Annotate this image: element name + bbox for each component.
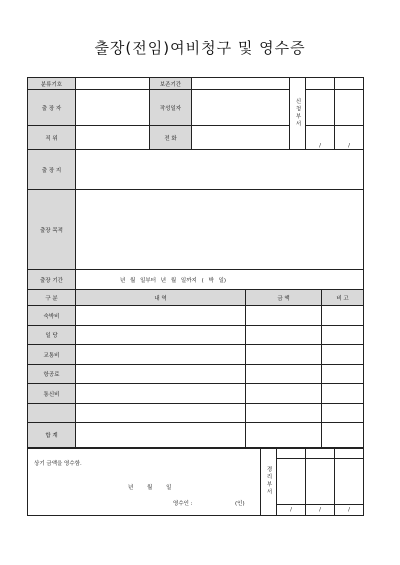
total-note[interactable] [322, 423, 364, 448]
total-label: 합 계 [28, 423, 76, 448]
col-category: 구 분 [28, 290, 76, 306]
date-slash: / [348, 143, 350, 149]
date-slash: / [319, 143, 321, 149]
trip-table [27, 149, 364, 290]
dept-label: 신청부서 [294, 97, 301, 128]
phone-field[interactable] [192, 126, 290, 150]
doc-class-label: 분류기호 [28, 78, 76, 90]
approval-date-a[interactable] [277, 504, 306, 515]
dept-sign-b[interactable] [335, 90, 364, 126]
detail-cell[interactable] [76, 345, 246, 365]
position-field[interactable] [76, 126, 150, 150]
date-slash: / [348, 506, 350, 513]
date-slash: / [290, 506, 292, 513]
detail-cell[interactable] [76, 325, 246, 345]
dept-head-b [335, 78, 364, 90]
destination-label: 출 장 지 [28, 150, 76, 190]
position-label: 직 위 [28, 126, 76, 150]
approval-head-a [277, 448, 306, 458]
detail-cell[interactable] [76, 364, 246, 384]
row-label: 교통비 [28, 345, 76, 365]
dept-head-a [306, 78, 335, 90]
approval-dept-label: 경리부서 [265, 465, 272, 496]
purpose-field[interactable] [76, 190, 364, 270]
receipt-date[interactable]: 년 월 일 [128, 484, 172, 491]
amount-cell[interactable] [246, 364, 322, 384]
requester-label: 출 장 자 [28, 90, 76, 126]
dept-sign-a[interactable] [306, 90, 335, 126]
note-cell[interactable] [322, 325, 364, 345]
phone-label: 전 화 [150, 126, 192, 150]
receipt-table [27, 448, 364, 516]
date-field[interactable] [192, 90, 290, 126]
expense-table [27, 289, 364, 448]
form-title: 출장(전임)여비청구 및 영수증 [94, 39, 306, 57]
destination-field[interactable] [76, 150, 364, 190]
seal-label: (인) [235, 500, 245, 507]
row-label: 숙박비 [28, 306, 76, 326]
amount-cell[interactable] [246, 306, 322, 326]
note-cell[interactable] [322, 306, 364, 326]
detail-cell[interactable] [76, 403, 246, 423]
row-label [28, 403, 76, 423]
dept-label-cell [290, 78, 306, 150]
period-field[interactable]: 년 월 일부터 년 월 일까지 ( 박 일) [76, 270, 364, 290]
dept-date-a[interactable] [306, 126, 335, 150]
note-cell[interactable] [322, 384, 364, 404]
approval-date-b[interactable] [306, 504, 335, 515]
purpose-label: 출장 목적 [28, 190, 76, 270]
period-label: 출장 기간 [28, 270, 76, 290]
col-detail: 내 역 [76, 290, 246, 306]
col-note: 비 고 [322, 290, 364, 306]
approval-date-c[interactable] [335, 504, 364, 515]
note-cell[interactable] [322, 345, 364, 365]
note-cell[interactable] [322, 403, 364, 423]
dept-date-b[interactable] [335, 126, 364, 150]
detail-cell[interactable] [76, 306, 246, 326]
note-cell[interactable] [322, 364, 364, 384]
amount-cell[interactable] [246, 345, 322, 365]
approval-sign-a[interactable] [277, 458, 306, 504]
approval-dept-cell [261, 448, 277, 515]
header-table [27, 77, 364, 150]
detail-cell[interactable] [76, 384, 246, 404]
col-amount: 금 액 [246, 290, 322, 306]
row-label: 항공료 [28, 364, 76, 384]
approval-sign-c[interactable] [335, 458, 364, 504]
amount-cell[interactable] [246, 403, 322, 423]
requester-field[interactable] [76, 90, 150, 126]
row-label: 통신비 [28, 384, 76, 404]
amount-cell[interactable] [246, 384, 322, 404]
row-label: 일 당 [28, 325, 76, 345]
expense-form [27, 77, 363, 516]
receipt-statement: 상기 금액을 영수함. [34, 460, 82, 467]
receiver-label: 영수인 : [173, 500, 193, 507]
doc-class-field[interactable] [76, 78, 150, 90]
total-detail[interactable] [76, 423, 246, 448]
retention-label: 보존기간 [150, 78, 192, 90]
date-label: 작성일자 [150, 90, 192, 126]
retention-field[interactable] [192, 78, 290, 90]
approval-head-c [335, 448, 364, 458]
approval-sign-b[interactable] [306, 458, 335, 504]
approval-head-b [306, 448, 335, 458]
receipt-statement-cell [28, 448, 261, 515]
amount-cell[interactable] [246, 325, 322, 345]
total-amount[interactable] [246, 423, 322, 448]
date-slash: / [319, 506, 321, 513]
